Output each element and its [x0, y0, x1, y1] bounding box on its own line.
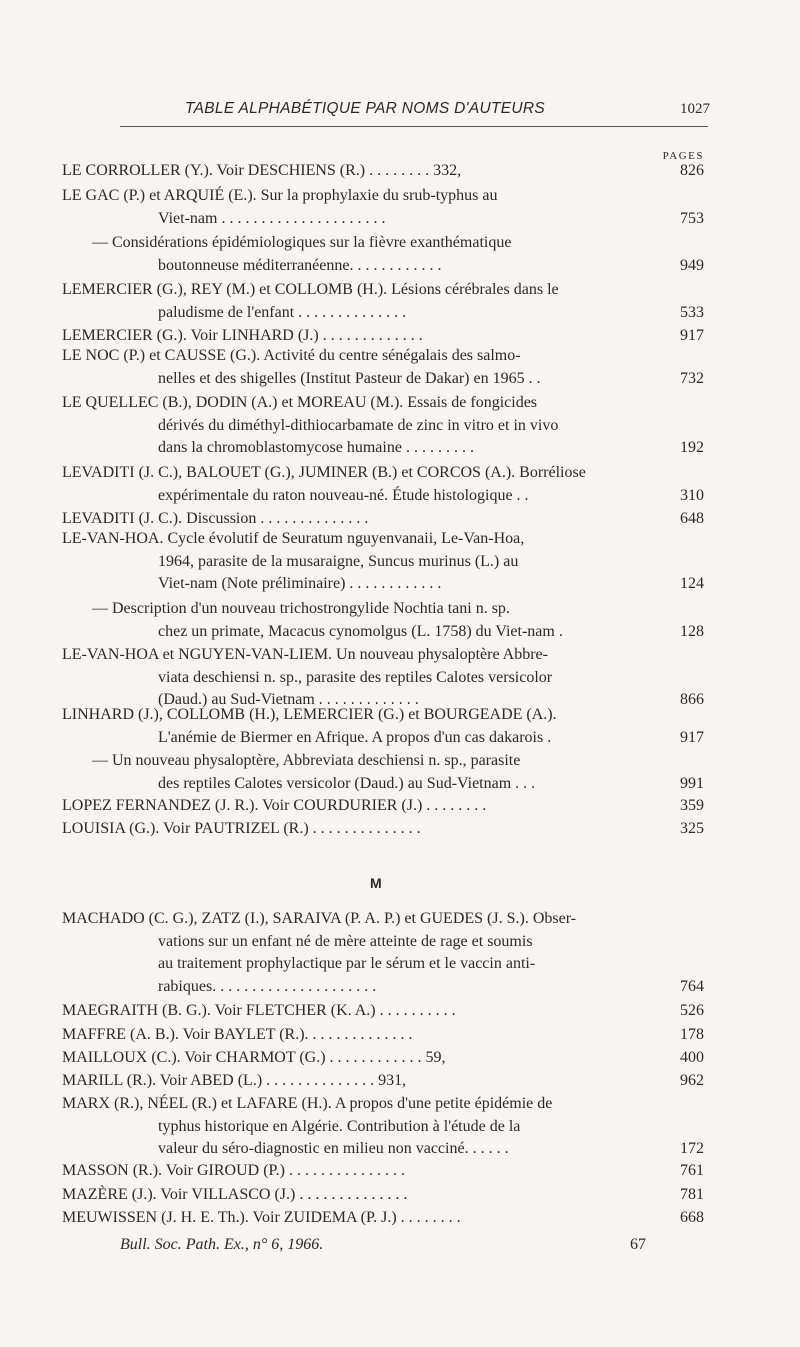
entry-line: Viet-nam . . . . . . . . . . . . . . . . . . . . . [158, 209, 386, 227]
entry-line: LOPEZ FERNANDEZ (J. R.). Voir COURDURIER (J.) . . . . . . . . [62, 797, 487, 814]
entry-page-number: 310 [680, 486, 704, 504]
entry-line: des reptiles Calotes versicolor (Daud.) au Sud-Vietnam . . . [158, 774, 536, 792]
entry-line: MAILLOUX (C.). Voir CHARMOT (G.) . . . . . . . . . . . . 59, [62, 1049, 446, 1066]
pages-column-label: PAGES [662, 150, 704, 162]
entry-line: — Description d'un nouveau trichostrongylide Nochtia tani n. sp. [92, 600, 510, 617]
entry-page-number: 826 [680, 162, 704, 179]
entry-page-number: 917 [680, 728, 704, 746]
entry-line: typhus historique en Algérie. Contribution à l'étude de la [158, 1117, 521, 1135]
entry-line: (Daud.) au Sud-Vietnam . . . . . . . . . . . . . [158, 691, 419, 709]
entry-line: viata deschiensi n. sp., parasite des reptiles Calotes versicolor [158, 668, 553, 686]
entry-page-number: 325 [680, 820, 704, 837]
entry-line: LE GAC (P.) et ARQUIÉ (E.). Sur la prophylaxie du srub-typhus au [62, 187, 498, 204]
entry-page-number: 400 [680, 1049, 704, 1066]
entry-page-number: 991 [680, 774, 704, 792]
page-number: 1027 [680, 101, 710, 117]
entry-page-number: 781 [680, 1186, 704, 1203]
entry-page-number: 172 [680, 1140, 704, 1158]
entry-line: LINHARD (J.), COLLOMB (H.), LEMERCIER (G.) et BOURGEADE (A.). [62, 706, 557, 723]
entry-line: MEUWISSEN (J. H. E. Th.). Voir ZUIDEMA (P. J.) . . . . . . . . [62, 1209, 461, 1226]
entry-line: MARILL (R.). Voir ABED (L.) . . . . . . . . . . . . . . 931, [62, 1072, 407, 1089]
entry-line: LEVADITI (J. C.). Discussion . . . . . . . . . . . . . . [62, 510, 369, 527]
signature-mark: 67 [630, 1236, 646, 1253]
entry-page-number: 124 [680, 575, 704, 593]
entry-line: chez un primate, Macacus cynomolgus (L. 1758) du Viet-nam . [158, 622, 563, 640]
entry-line: L'anémie de Biermer en Afrique. A propos d'un cas dakarois . [158, 728, 552, 746]
entry-line: LEVADITI (J. C.), BALOUET (G.), JUMINER (B.) et CORCOS (A.). Borréliose [62, 464, 586, 481]
entry-line: dérivés du diméthyl-dithiocarbamate de zinc in vitro et in vivo [158, 416, 559, 434]
entry-line: LE QUELLEC (B.), DODIN (A.) et MOREAU (M.). Essais de fongicides [62, 394, 538, 411]
entry-line: MACHADO (C. G.), ZATZ (I.), SARAIVA (P. A. P.) et GUEDES (J. S.). Obser- [62, 910, 577, 927]
entry-page-number: 866 [680, 691, 704, 709]
entry-line: LE-VAN-HOA. Cycle évolutif de Seuratum nguyenvanaii, Le-Van-Hoa, [62, 530, 525, 547]
entry-line: LE CORROLLER (Y.). Voir DESCHIENS (R.) . . . . . . . . 332, [62, 162, 462, 179]
entry-page-number: 917 [680, 327, 704, 344]
entry-line: MASSON (R.). Voir GIROUD (P.) . . . . . . . . . . . . . . . [62, 1162, 405, 1179]
entry-line: Viet-nam (Note préliminaire) . . . . . . . . . . . . [158, 575, 442, 593]
entry-line: LEMERCIER (G.). Voir LINHARD (J.) . . . . . . . . . . . . . [62, 327, 423, 344]
entry-page-number: 359 [680, 797, 704, 814]
entry-page-number: 962 [680, 1072, 704, 1089]
entry-line: vations sur un enfant né de mère atteinte de rage et soumis [158, 932, 533, 950]
entry-line: LE-VAN-HOA et NGUYEN-VAN-LIEM. Un nouveau physaloptère Abbre- [62, 646, 548, 663]
journal-citation: Bull. Soc. Path. Ex., n° 6, 1966. [120, 1236, 324, 1253]
entry-page-number: 761 [680, 1162, 704, 1179]
entry-page-number: 764 [680, 977, 704, 995]
header-title: TABLE ALPHABÉTIQUE PAR NOMS D'AUTEURS [185, 100, 546, 117]
entry-page-number: 192 [680, 439, 704, 457]
entry-line: MARX (R.), NÉEL (R.) et LAFARE (H.). A propos d'une petite épidémie de [62, 1095, 553, 1112]
entry-line: LEMERCIER (G.), REY (M.) et COLLOMB (H.). Lésions cérébrales dans le [62, 281, 559, 298]
entry-line: LE NOC (P.) et CAUSSE (G.). Activité du centre sénégalais des salmo- [62, 347, 521, 364]
entry-page-number: 753 [680, 209, 704, 227]
entry-line: expérimentale du raton nouveau-né. Étude histologique . . [158, 486, 529, 504]
entry-line: — Considérations épidémiologiques sur la fièvre exanthématique [92, 234, 512, 251]
entry-line: boutonneuse méditerranéenne. . . . . . . . . . . . [158, 256, 442, 274]
entry-line: LOUISIA (G.). Voir PAUTRIZEL (R.) . . . . . . . . . . . . . . [62, 820, 421, 837]
entry-line: MAFFRE (A. B.). Voir BAYLET (R.). . . . . . . . . . . . . . [62, 1026, 413, 1043]
entry-page-number: 128 [680, 622, 704, 640]
entry-line: valeur du séro-diagnostic en milieu non vacciné. . . . . . [158, 1140, 509, 1158]
entry-line: rabiques. . . . . . . . . . . . . . . . . . . . . [158, 977, 377, 995]
entry-page-number: 533 [680, 303, 704, 321]
entry-line: nelles et des shigelles (Institut Pasteur de Dakar) en 1965 . . [158, 369, 541, 387]
entry-page-number: 648 [680, 510, 704, 527]
header-rule [120, 126, 708, 127]
entry-page-number: 949 [680, 256, 704, 274]
entry-page-number: 178 [680, 1026, 704, 1043]
entry-line: paludisme de l'enfant . . . . . . . . . . . . . . [158, 303, 407, 321]
entry-line: au traitement prophylactique par le sérum et le vaccin anti- [158, 955, 536, 973]
entry-line: MAZÈRE (J.). Voir VILLASCO (J.) . . . . . . . . . . . . . . [62, 1186, 408, 1203]
entry-line: MAEGRAITH (B. G.). Voir FLETCHER (K. A.) . . . . . . . . . . [62, 1002, 456, 1019]
entry-line: dans la chromoblastomycose humaine . . . . . . . . . [158, 439, 474, 457]
entry-page-number: 668 [680, 1209, 704, 1226]
entry-line: 1964, parasite de la musaraigne, Suncus murinus (L.) au [158, 552, 519, 570]
entry-page-number: 526 [680, 1002, 704, 1019]
entry-line: — Un nouveau physaloptère, Abbreviata deschiensi n. sp., parasite [92, 752, 521, 769]
section-letter: M [370, 875, 382, 891]
entry-page-number: 732 [680, 369, 704, 387]
